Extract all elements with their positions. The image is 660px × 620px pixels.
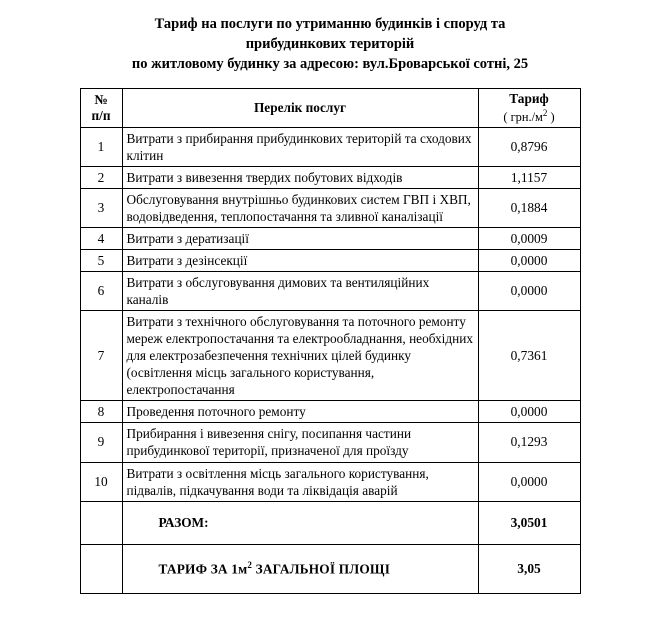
table-row: [80, 462, 580, 501]
row-tariff: 0,1884: [478, 189, 580, 228]
row-number: 1: [80, 128, 122, 167]
row-number: 9: [80, 423, 122, 462]
table-row: [80, 128, 580, 167]
row-tariff: 0,0000: [478, 462, 580, 501]
row-tariff: 0,0000: [478, 272, 580, 311]
row-number: 5: [80, 250, 122, 272]
grand-total-row-number: [80, 544, 122, 593]
table-row: [80, 272, 580, 311]
tariff-unit-start: ( грн./м: [503, 109, 543, 124]
row-number: 7: [80, 311, 122, 401]
tariff-table: [80, 88, 581, 594]
row-description: Витрати з дезінсекції: [122, 250, 478, 272]
table-header: [80, 89, 580, 128]
row-tariff: 0,0000: [478, 250, 580, 272]
grand-total-label-end: ЗАГАЛЬНОЇ ПЛОЩІ: [252, 561, 391, 577]
column-header-number: [80, 89, 122, 128]
document-title: [0, 14, 660, 74]
row-description: Проведення поточного ремонту: [122, 401, 478, 423]
row-description: Витрати з освітлення місць загального користування, підвалів, підкачування води та ліквідація аварій: [122, 462, 478, 501]
row-tariff: 1,1157: [478, 167, 580, 189]
row-description: Витрати з вивезення твердих побутових відходів: [122, 167, 478, 189]
row-description: Обслуговування внутрішньо будинкових систем ГВП і ХВП, водовідведення, теплопостачання та зливної каналізації: [122, 189, 478, 228]
title-line-1: Тариф на послуги по утриманню будинків і споруд та: [154, 16, 506, 32]
row-tariff: 0,1293: [478, 423, 580, 462]
table-row-total: [80, 501, 580, 544]
table-row: [80, 401, 580, 423]
column-header-number-line1: №: [94, 91, 108, 107]
row-description: Витрати з дератизації: [122, 228, 478, 250]
row-description: Витрати з обслуговування димових та вентиляційних каналів: [122, 272, 478, 311]
row-tariff: 0,7361: [478, 311, 580, 401]
table-row: [80, 228, 580, 250]
column-header-number-line2: п/п: [91, 108, 111, 124]
table-row: [80, 189, 580, 228]
row-tariff: 0,0009: [478, 228, 580, 250]
row-number: 3: [80, 189, 122, 228]
table-row: [80, 311, 580, 401]
total-row-number: [80, 501, 122, 544]
column-header-tariff: [478, 89, 580, 128]
grand-total-label: [122, 544, 478, 593]
grand-total-tariff: 3,05: [478, 544, 580, 593]
table-row: [80, 250, 580, 272]
total-label: РАЗОМ:: [122, 501, 478, 544]
row-tariff: 0,0000: [478, 401, 580, 423]
row-number: 10: [80, 462, 122, 501]
title-line-3: по житловому будинку за адресою: вул.Броварської сотні, 25: [131, 56, 529, 72]
tariff-unit-sup: 2: [542, 107, 548, 118]
total-tariff: 3,0501: [478, 501, 580, 544]
table-row: [80, 423, 580, 462]
table-header-row: [80, 89, 580, 128]
row-number: 6: [80, 272, 122, 311]
table-body: [80, 128, 580, 593]
grand-total-label-sup: 2: [247, 559, 253, 570]
column-header-description: Перелік послуг: [122, 89, 478, 128]
table-row-grand-total: [80, 544, 580, 593]
table-row: [80, 167, 580, 189]
row-description: Витрати з прибирання прибудинкових територій та сходових клітин: [122, 128, 478, 167]
column-header-tariff-unit: [483, 108, 576, 126]
tariff-unit-end: ): [547, 109, 555, 124]
row-number: 2: [80, 167, 122, 189]
title-line-2: прибудинкових територій: [245, 36, 415, 52]
row-description: Прибирання і вивезення снігу, посипання частини прибудинкової території, призначеної для проїзду: [122, 423, 478, 462]
row-tariff: 0,8796: [478, 128, 580, 167]
row-number: 4: [80, 228, 122, 250]
row-number: 8: [80, 401, 122, 423]
grand-total-label-start: ТАРИФ ЗА 1м: [158, 561, 248, 577]
row-description: Витрати з технічного обслуговування та поточного ремонту мереж електропостачання та електрообладнання, необхідних для електрозабезпечення технічних цілей будинку (освітлення місць загального користування, електропостачання: [122, 311, 478, 401]
column-header-tariff-label: Тариф: [509, 91, 549, 106]
